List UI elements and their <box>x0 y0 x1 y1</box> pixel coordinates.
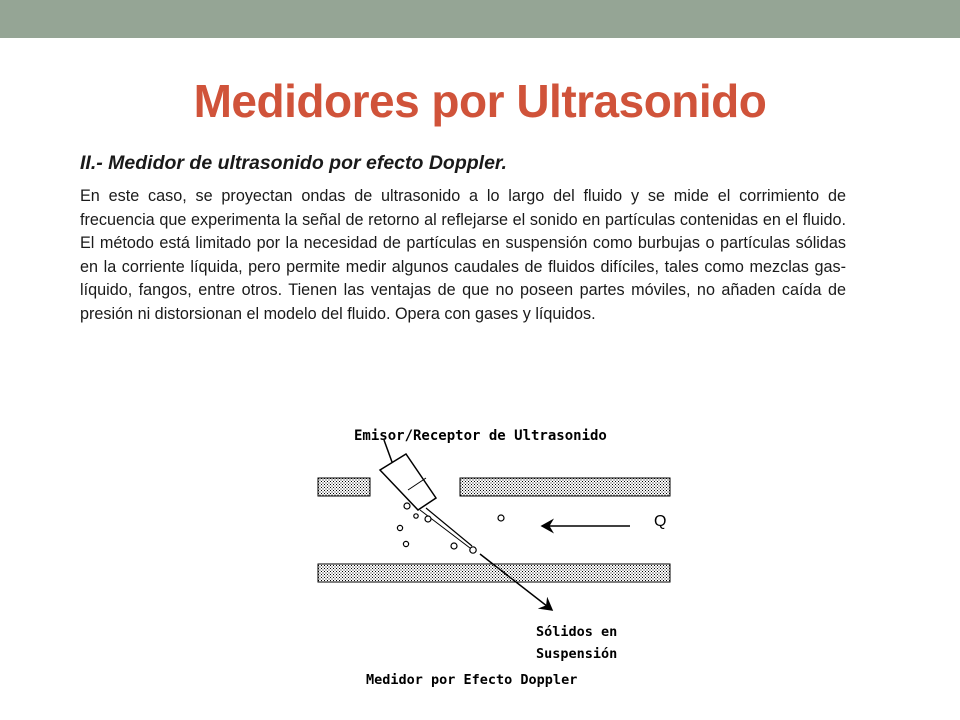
transducer-icon <box>380 440 436 510</box>
figure-caption: Medidor por Efecto Doppler <box>366 672 578 688</box>
doppler-diagram-drawing <box>300 418 680 698</box>
top-accent-bar <box>0 0 960 38</box>
slide-subtitle: II.- Medidor de ultrasonido por efecto Doppler. <box>80 152 507 174</box>
pipe-upper-wall-right <box>460 478 670 496</box>
suspended-solids-label-line1: Sólidos en <box>536 624 618 640</box>
slide-title: Medidores por Ultrasonido <box>193 75 767 127</box>
suspended-solids-label-line2: Suspensión <box>536 646 618 662</box>
slide-body-text: En este caso, se proyectan ondas de ultrasonido a lo largo del fluido y se mide el corrimiento de frecuencia que experimenta la señal de retorno al reflejarse el sonido en partículas contenidas en el fluido. El método está limitado por la necesidad de partículas en suspensión como burbujas o partículas sólidas en la corriente líquida, pero permite medir algunos caudales de fluidos difíciles, tales como mezclas gas-líquido, fangos, entre otros. Tienen las ventajas de que no poseen partes móviles, no añaden caída de presión ni distorsionan el modelo del fluido. Opera con gases y líquidos. <box>80 187 846 323</box>
pipe-upper-wall-left <box>318 478 370 496</box>
pipe-lower-wall <box>318 564 670 582</box>
beam-line <box>426 508 472 546</box>
flow-q-label: Q <box>654 513 667 530</box>
doppler-meter-diagram <box>300 418 680 698</box>
emitter-receiver-label: Emisor/Receptor de Ultrasonido <box>354 428 607 444</box>
